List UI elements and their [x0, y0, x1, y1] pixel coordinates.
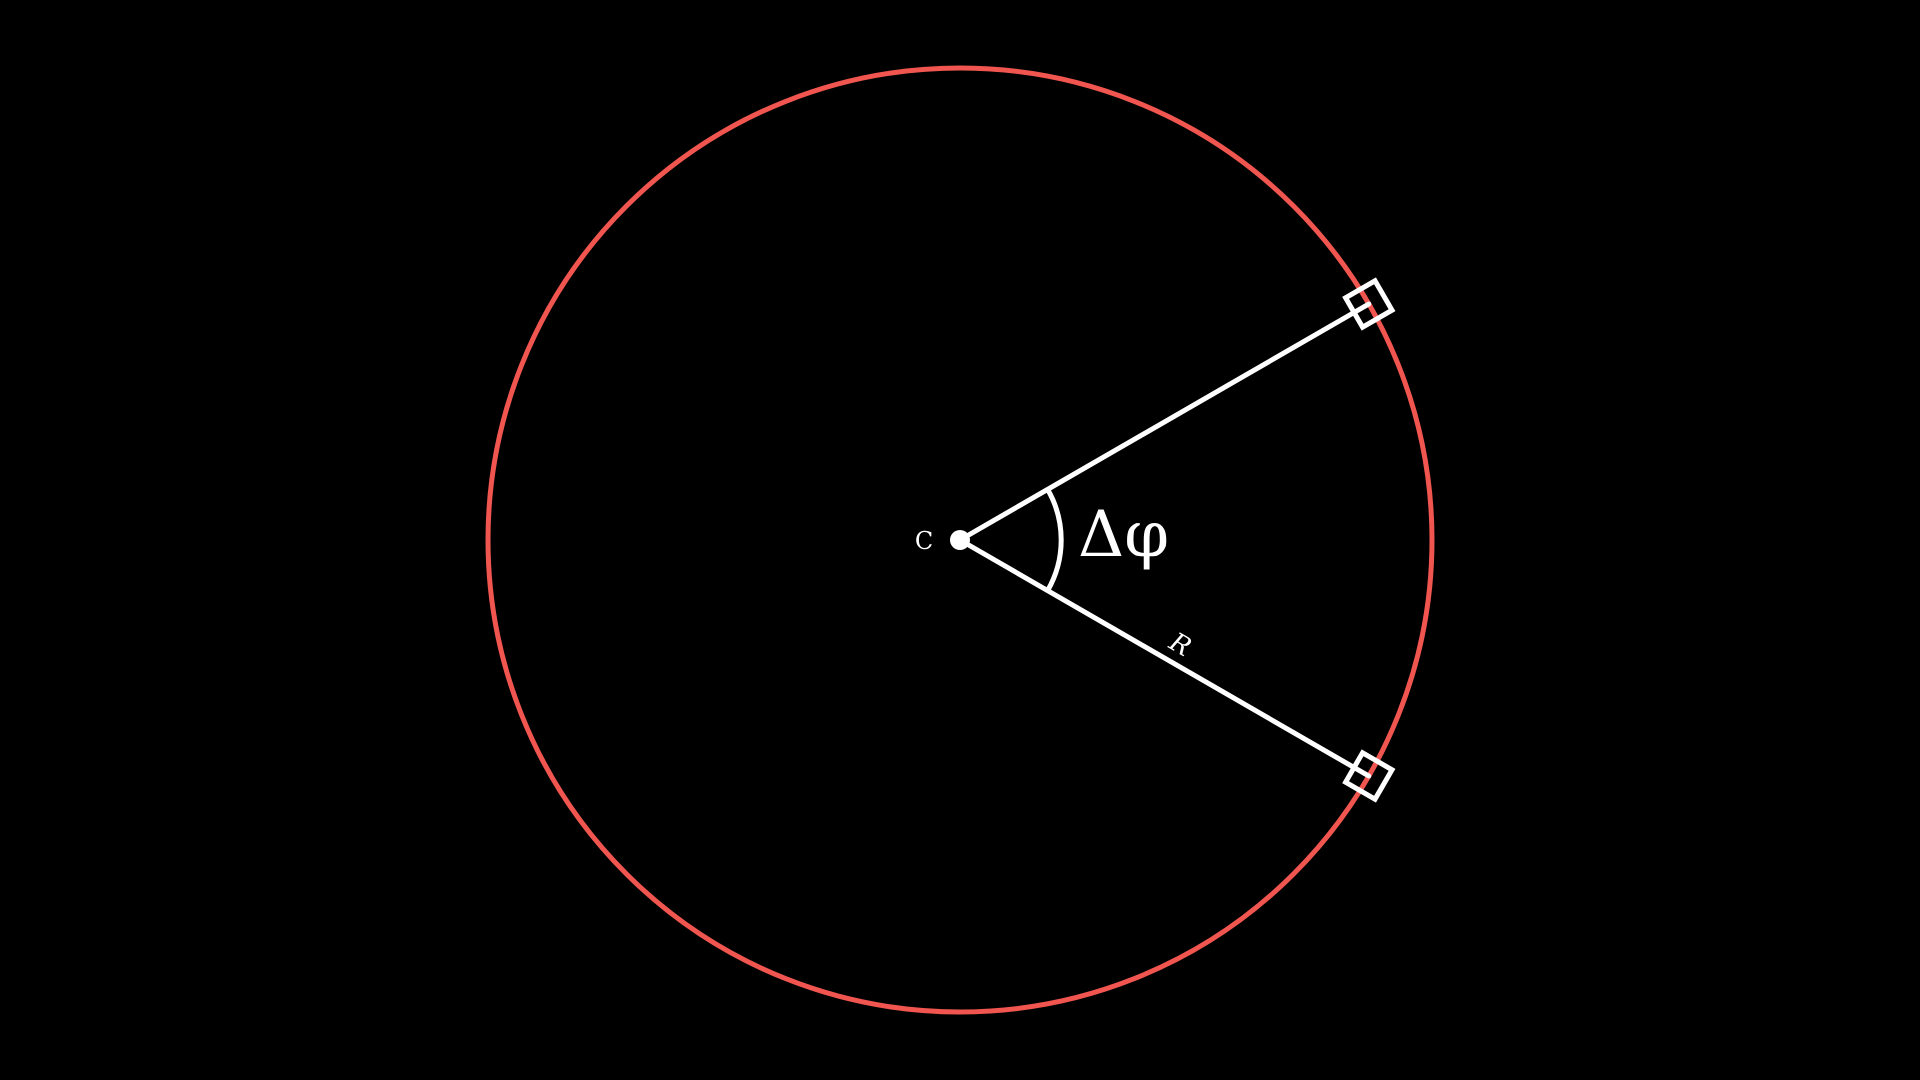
radius-label: R	[1164, 627, 1196, 663]
angle-label: Δφ	[1078, 498, 1170, 572]
center-point	[950, 530, 970, 550]
center-label: C	[914, 527, 934, 555]
lower-radius-line	[960, 540, 1369, 776]
angle-arc	[1048, 489, 1062, 590]
